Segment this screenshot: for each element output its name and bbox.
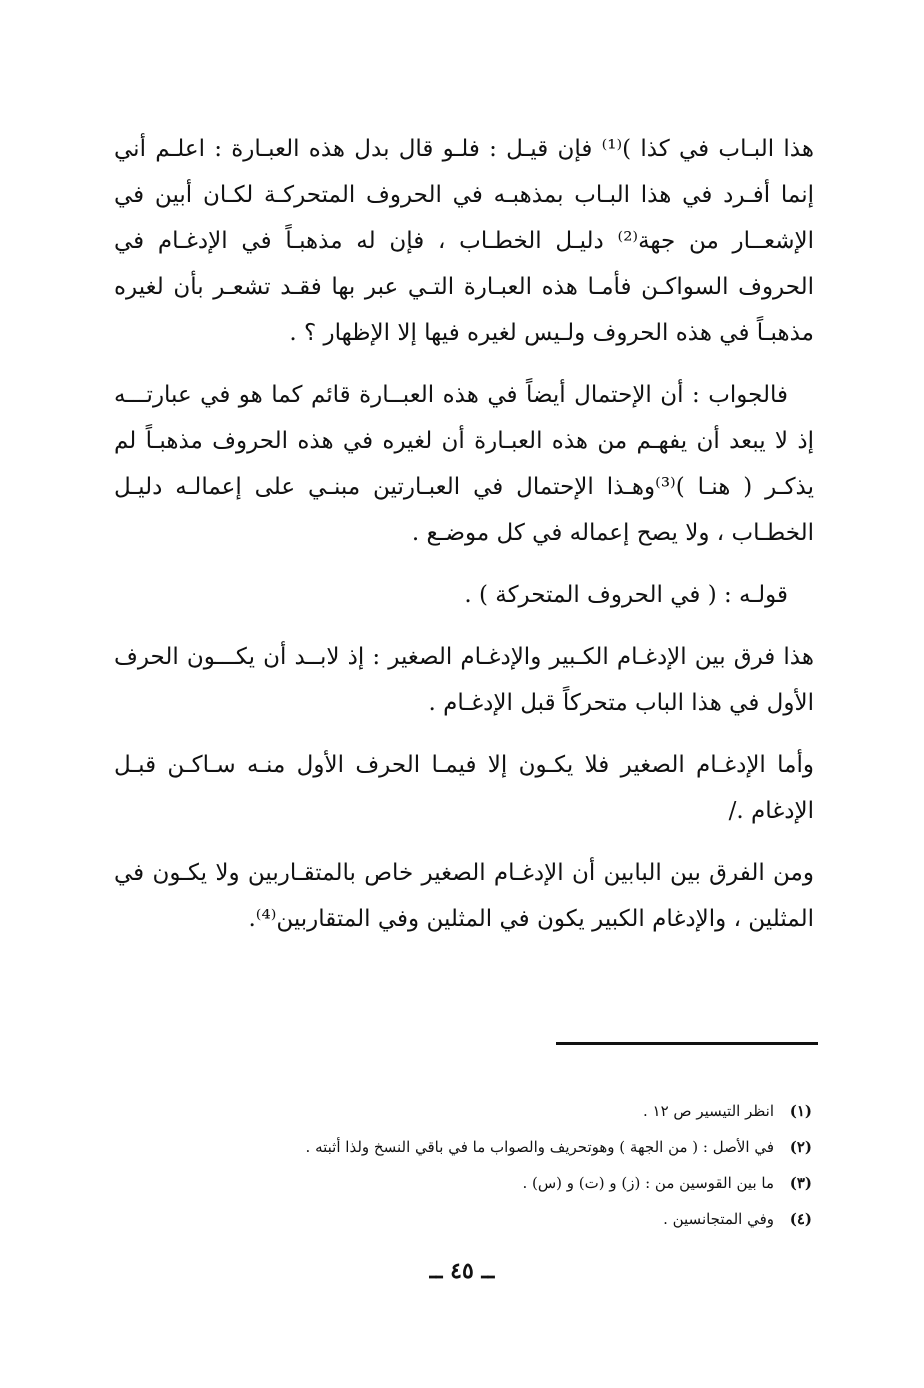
footnote-number: (٢) [789,1138,812,1156]
footnote-text: انظر التيسير ص ١٢ . [642,1102,774,1120]
paragraph-2: فالجواب : أن الإحتمال أيضاً في هذه العبــارة قائم كما هو في عبارتـــه إذ لا يبعد أن يفهـم من هذه العبـارة أن لغيره في هذه الحروف مذهبـاً لم يذكـر ( هنـا )⁽³⁾وهـذا الإحتمال في العبـارتين مبنـي على إعمالـه دليـل الخطـاب ، ولا يصح إعماله في كل موضـع . [114,382,814,546]
main-text [114,126,814,958]
footnotes [112,1096,812,1240]
paragraph-5: وأما الإدغـام الصغير فلا يكـون إلا فيمـا الحرف الأول منـه سـاكـن قبـل الإدغام ./ [114,752,814,824]
paragraph-1: هذا البـاب في كذا )⁽¹⁾ فإن قيـل : فلـو قال بدل هذه العبـارة : اعلـم أني إنما أفـرد في هذا البـاب بمذهبـه في الحروف المتحركـة لكـان أبين في الإشعــار من جهة⁽²⁾ دليـل الخطـاب ، فإن له مذهبـاً في الإدغـام في الحروف السواكـن فأمـا هذه العبـارة التـي عبر بها فقـد تشعـر بأن لغيره مذهبـاً في هذه الحروف ولـيس لغيره فيها إلا الإظهار ؟ . [114,136,815,346]
paragraph-3: قولـه : ( في الحروف المتحركة ) . [464,582,788,608]
footnote-3 [112,1168,812,1199]
footnote-4 [112,1204,812,1235]
footnote-text: ما بين القوسين من : (ز) و (ت) و (س) . [522,1174,774,1192]
page-number: ــ ٤٥ ــ [429,1258,495,1284]
paragraph-6: ومن الفرق بين البابين أن الإدغـام الصغير خاص بالمتقـاربين ولا يكـون في المثلين ، والإدغام الكبير يكون في المثلين وفي المتقاربين⁽⁴⁾. [114,860,814,932]
footnote-1 [112,1096,812,1127]
footnote-separator [556,1042,818,1045]
footnote-number: (٣) [789,1174,812,1192]
paragraph-4: هذا فرق بين الإدغـام الكـبير والإدغـام الصغير : إذ لابــد أن يكـــون الحرف الأول في هذا الباب متحركاً قبل الإدغـام . [114,644,814,716]
footnote-text: وفي المتجانسين . [663,1210,774,1228]
footnote-number: (٤) [789,1210,812,1228]
footnote-number: (١) [789,1102,812,1120]
footnote-2 [112,1132,812,1163]
footnote-text: في الأصل : ( من الجهة ) وهوتحريف والصواب ما في باقي النسخ ولذا أثبته . [305,1138,774,1156]
